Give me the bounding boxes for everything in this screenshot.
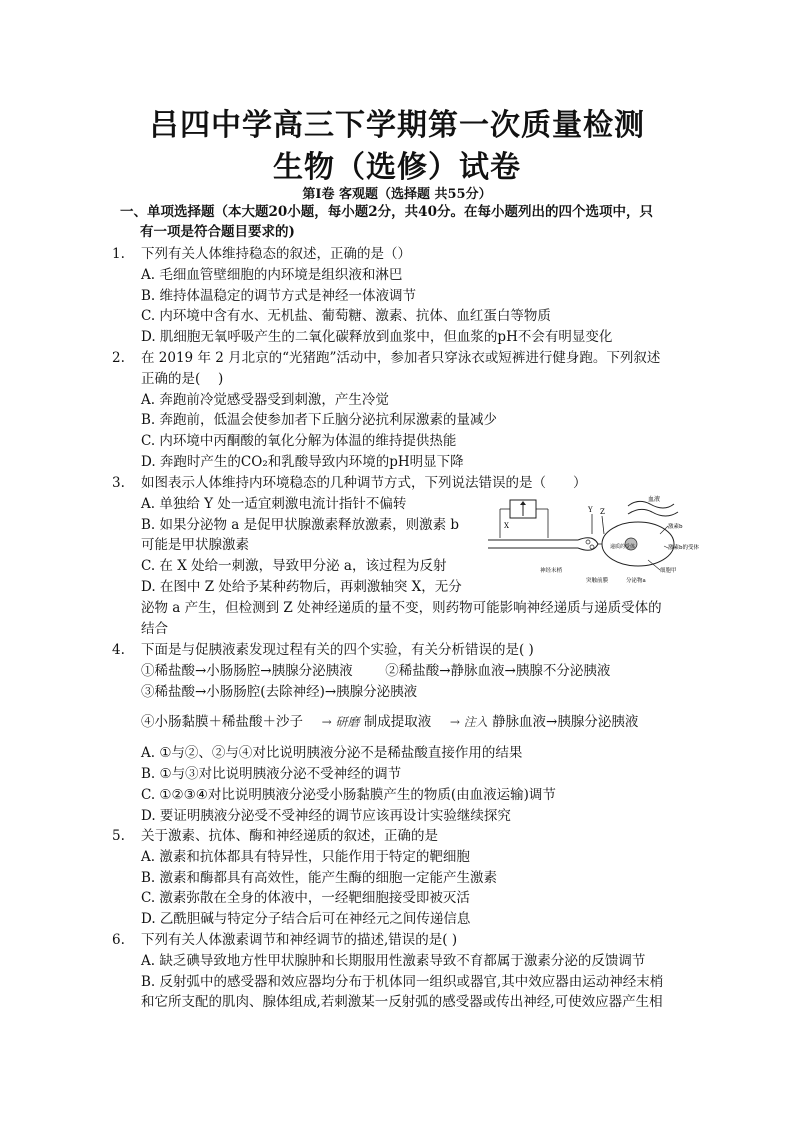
label-hormone-b: 激素b: [668, 524, 683, 530]
option-c: C. 内环境中含有水、无机盐、葡萄糖、激素、抗体、血红蛋白等物质: [141, 308, 551, 325]
experiment-3: ③稀盐酸→小肠肠腔(去除神经)→胰腺分泌胰液: [141, 683, 418, 700]
part-heading: 第Ⅰ卷 客观题（选择题 共55分）: [302, 187, 492, 202]
question-4: [112, 640, 692, 826]
question-stem: 关于激素、抗体、酶和神经递质的叙述，正确的是: [141, 828, 438, 844]
section-heading-line2: 有一项是符合题目要求的): [140, 224, 295, 240]
option-b: B. 激素和酶都具有高效性，能产生酶的细胞一定能产生激素: [141, 869, 498, 886]
section-heading-line1: 一、单项选择题（本大题20小题，每小题2分，共40分。在每小题列出的四个选项中，只: [120, 204, 653, 220]
question-stem: 如图表示人体维持内环境稳态的几种调节方式，下列说法错误的是（ ）: [141, 475, 587, 491]
label-neuron-end: 神经末梢: [540, 568, 563, 574]
option-d: D. 乙酰胆碱与特定分子结合后可在神经元之间传递信息: [141, 911, 471, 928]
option-b: B. 奔跑前，低温会使参加者下丘脑分泌抗利尿激素的量减少: [141, 412, 498, 429]
question-number: 5.: [112, 828, 125, 844]
question-number: 1.: [112, 246, 125, 262]
section-heading: [120, 202, 690, 242]
question-number: 3.: [112, 475, 125, 491]
label-receptor-a: 递质的受体: [610, 544, 636, 550]
question-stem: 下列有关人体维持稳态的叙述，正确的是（）: [141, 246, 411, 262]
experiment-4-part1: ④小肠黏膜＋稀盐酸＋沙子: [141, 714, 303, 731]
question-2: [112, 348, 692, 473]
option-a: A. ①与②、②与④对比说明胰液分泌不是稀盐酸直接作用的结果: [141, 745, 523, 762]
question-5: [112, 826, 692, 930]
option-d-cont2: 结合: [141, 620, 168, 637]
arrow-inject-label: → 注入: [449, 715, 488, 730]
option-d: D. 在图中 Z 处给予某种药物后，再刺激轴突 X，无分: [141, 578, 462, 595]
question-stem-cont: 正确的是( ): [141, 370, 224, 387]
option-c: C. ①②③④对比说明胰液分泌受小肠黏膜产生的物质(由血液运输)调节: [141, 786, 556, 803]
question-1: [112, 244, 692, 348]
option-b-cont: 和它所支配的肌肉、腺体组成,若刺激某一反射弧的感受器或传出神经,可使效应器产生相: [141, 994, 663, 1011]
experiment-4-part2: 制成提取液: [363, 714, 432, 731]
option-a: A. 奔跑前冷觉感受器受到刺激，产生冷觉: [141, 391, 389, 408]
question-number: 4.: [112, 642, 125, 658]
question-stem: 在 2019 年 2 月北京的“光猪跑”活动中，参加者只穿泳衣或短裤进行健身跑。下列叙述: [141, 350, 661, 366]
question-stem: 下列有关人体激素调节和神经调节的描述,错误的是( ): [141, 932, 458, 948]
option-a: A. 激素和抗体都具有特异性，只能作用于特定的靶细胞: [141, 848, 470, 865]
label-receptor-b: 激素b的受体: [668, 545, 700, 551]
option-b-cont: 可能是甲状腺激素: [141, 537, 249, 554]
option-c: C. 在 X 处给一刺激，导致甲分泌 a，该过程为反射: [141, 558, 447, 575]
option-a: A. 缺乏碘导致地方性甲状腺肿和长期服用性激素导致不育都属于激素分泌的反馈调节: [141, 952, 646, 969]
option-d-cont: 泌物 a 产生，但检测到 Z 处神经递质的量不变，则药物可能影响神经递质与递质受体的: [141, 599, 662, 616]
experiment-4-part3: 静脉血液→胰腺分泌胰液: [492, 714, 639, 731]
option-d: D. 要证明胰液分泌受不受神经的调节应该再设计实验继续探究: [141, 807, 511, 824]
option-d: D. 奔跑时产生的CO₂和乳酸导致内环境的pH明显下降: [141, 453, 464, 470]
arrow-grind-label: → 研磨: [321, 715, 360, 730]
option-a: A. 毛细血管壁细胞的内环境是组织液和淋巴: [141, 266, 403, 283]
question-stem: 下面是与促胰液素发现过程有关的四个实验，有关分析错误的是( ): [141, 642, 534, 658]
question-number: 6.: [112, 932, 125, 948]
label-cell-a: 细胞甲: [660, 568, 677, 574]
label-y: Y: [588, 506, 593, 514]
option-d: D. 肌细胞无氧呼吸产生的二氧化碳释放到血浆中，但血浆的pH不会有明显变化: [141, 329, 613, 346]
experiment-1: ①稀盐酸→小肠肠腔→胰腺分泌胰液: [141, 662, 353, 679]
exam-title: 吕四中学高三下学期第一次质量检测: [149, 108, 645, 143]
label-vesicle: 突触前膜: [586, 578, 609, 584]
experiment-1-2: [141, 661, 692, 682]
option-b: B. 如果分泌物 a 是促甲状腺激素释放激素，则激素 b: [141, 516, 460, 533]
option-c: C. 内环境中丙酮酸的氧化分解为体温的维持提供热能: [141, 433, 457, 450]
question-6: [112, 930, 692, 1013]
label-z: Z: [600, 508, 605, 516]
regulation-diagram: [488, 494, 700, 590]
option-b: B. ①与③对比说明胰液分泌不受神经的调节: [141, 765, 402, 782]
label-blood: 血液: [648, 496, 661, 503]
label-secretion: 分泌物a: [626, 578, 646, 584]
experiment-2: ②稀盐酸→静脉血液→胰腺不分泌胰液: [385, 662, 611, 679]
option-c: C. 激素弥散在全身的体液中，一经靶细胞接受即被灭活: [141, 890, 470, 907]
label-x: X: [504, 522, 509, 530]
exam-subtitle: 生物（选修）试卷: [273, 150, 521, 185]
option-b: B. 维持体温稳定的调节方式是神经一体液调节: [141, 287, 417, 304]
experiment-4: [141, 712, 692, 733]
option-b: B. 反射弧中的感受器和效应器均分布于机体同一组织或器官,其中效应器由运动神经末梢: [141, 973, 664, 990]
question-number: 2.: [112, 350, 125, 366]
option-a: A. 单独给 Y 处一适宜刺激电流计指针不偏转: [141, 495, 407, 512]
